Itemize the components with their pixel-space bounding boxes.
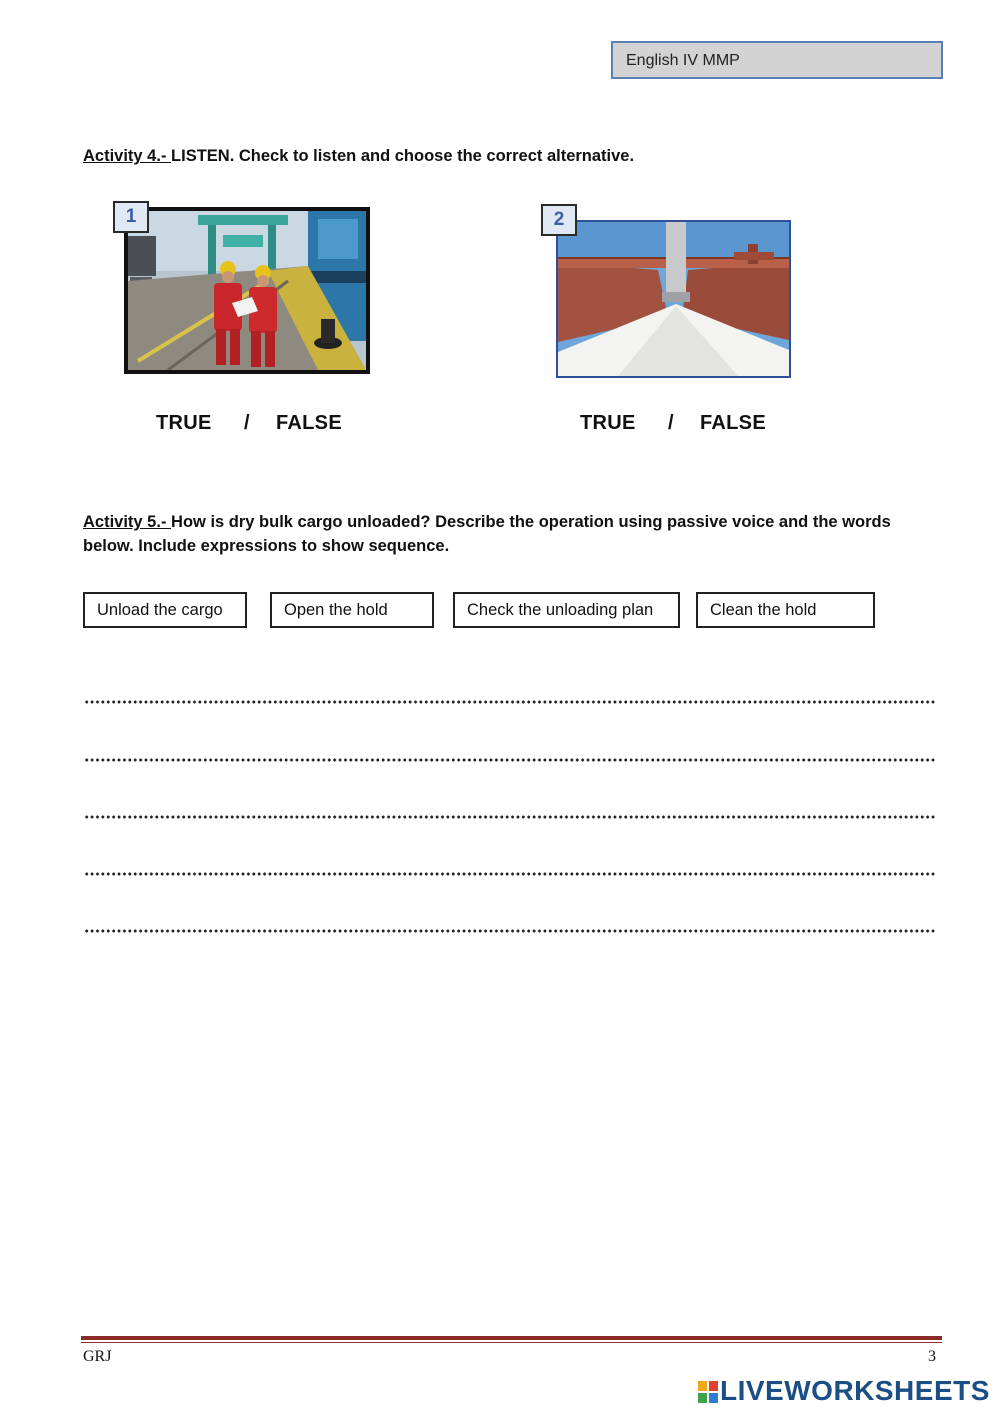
page-number: 3	[928, 1348, 936, 1365]
answer-line-5[interactable]	[84, 929, 936, 933]
activity-4-label: Activity 4.-	[83, 147, 172, 165]
photo-bulk-cargo-hold	[556, 220, 791, 378]
word-box-unload-cargo: Unload the cargo	[83, 592, 247, 628]
answer-line-3[interactable]	[84, 815, 936, 819]
item-1-true[interactable]: TRUE	[156, 412, 212, 434]
activity-5-heading	[83, 510, 943, 558]
word-box-check-plan: Check the unloading plan	[453, 592, 680, 628]
item-1-separator: /	[244, 412, 250, 434]
answer-line-4[interactable]	[84, 872, 936, 876]
word-box-open-hold: Open the hold	[270, 592, 434, 628]
photo-dock-workers	[124, 207, 370, 374]
footer-initials: GRJ	[83, 1348, 112, 1365]
footer-rule	[81, 1336, 942, 1340]
liveworksheets-logo-icon	[698, 1381, 718, 1403]
item-1-number: 1	[113, 201, 149, 233]
word-box-clean-hold: Clean the hold	[696, 592, 875, 628]
activity-4-heading	[83, 144, 943, 168]
course-label: English IV MMP	[611, 41, 943, 79]
answer-line-1[interactable]	[84, 700, 936, 704]
item-2-true[interactable]: TRUE	[580, 412, 636, 434]
item-2-separator: /	[668, 412, 674, 434]
brand-name[interactable]: LIVEWORKSHEETS	[720, 1375, 990, 1406]
footer-rule-thin	[81, 1342, 942, 1343]
item-1-false[interactable]: FALSE	[276, 412, 342, 434]
activity-5-label: Activity 5.-	[83, 513, 172, 531]
item-2-number: 2	[541, 204, 577, 236]
answer-line-2[interactable]	[84, 758, 936, 762]
item-2-false[interactable]: FALSE	[700, 412, 766, 434]
activity-5-instruction: How is dry bulk cargo unloaded? Describe the operation using passive voice and the words below. Include expressions to show sequence.	[83, 513, 891, 555]
activity-4-instruction: LISTEN. Check to listen and choose the correct alternative.	[171, 147, 635, 165]
